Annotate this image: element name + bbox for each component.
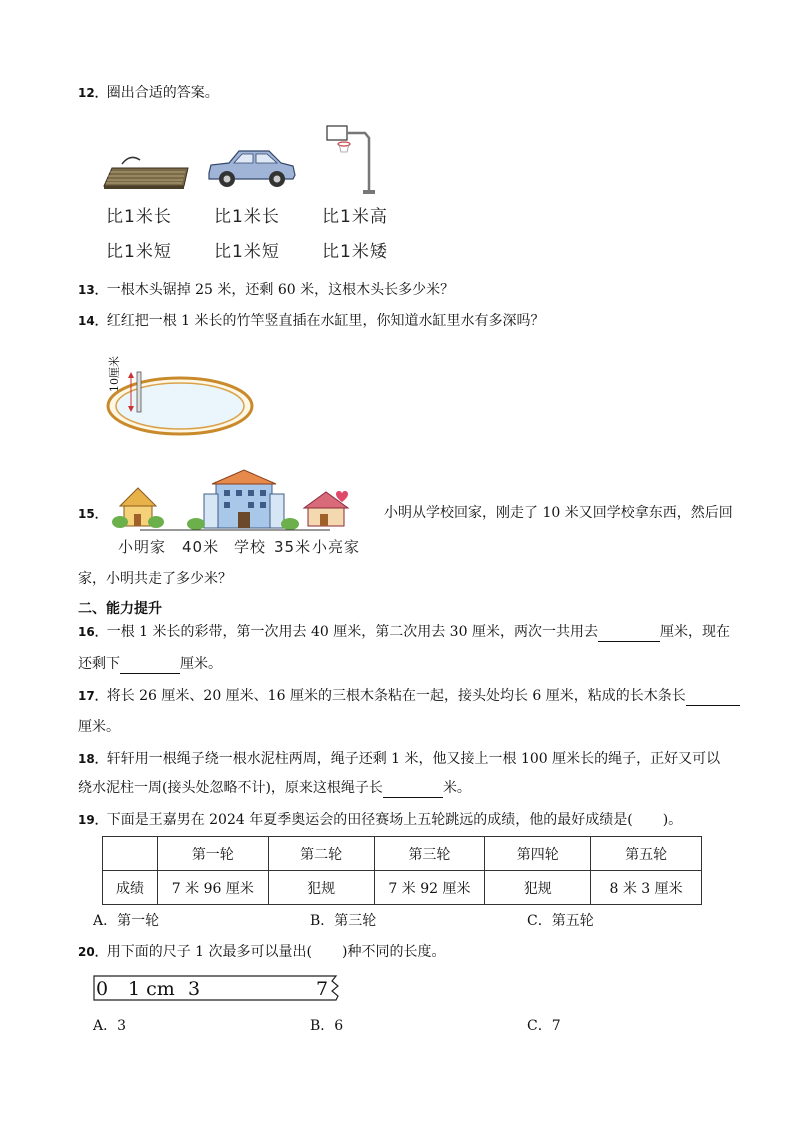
- question-20: 20．用下面的尺子 1 次最多可以量出( )种不同的长度。: [78, 944, 446, 960]
- option-b[interactable]: B．第三轮: [310, 913, 377, 929]
- question-13: 13．一根木头锯掉 25 米，还剩 60 米，这根木头长多少米？: [78, 282, 455, 298]
- water-tank-image: [100, 358, 255, 450]
- question-16-cont: 还剩下 厘米。: [78, 656, 222, 672]
- option-c[interactable]: C．7: [527, 1018, 561, 1034]
- question-15-text: 小明从学校回家，刚走了 10 米又回学校拿东西，然后回: [384, 505, 733, 521]
- question-17: 17．将长 26 厘米、20 厘米、16 厘米的三根木条粘在一起，接头处均长 6 厘米，粘成的长木条长: [78, 686, 740, 706]
- answer-blank[interactable]: [120, 658, 180, 674]
- question-12: [78, 83, 219, 103]
- route-image: [112, 468, 362, 538]
- option-c[interactable]: C．第五轮: [527, 913, 594, 929]
- ruler-mark-1: 1 cm: [128, 978, 175, 1000]
- question-text: 圈出合适的答案。: [106, 85, 219, 101]
- basketball-hoop-image: [325, 120, 385, 196]
- ruler-labels: [92, 976, 348, 1002]
- results-table: [102, 836, 702, 905]
- answer-blank[interactable]: [598, 626, 660, 642]
- question-15-text-cont: 家，小明共走了多少米？: [78, 571, 232, 587]
- question-14: 14．红红把一根 1 米长的竹竿竖直插在水缸里，你知道水缸里水有多深吗？: [78, 313, 545, 329]
- question-19: 19．下面是王嘉男在 2024 年夏季奥运会的田径赛场上五轮跳远的成绩，他的最好成绩是( )。: [78, 812, 683, 828]
- question-17-cont: 厘米。: [78, 719, 120, 735]
- ruler-mark-7: 7: [316, 978, 329, 1000]
- table-header-row: 第一轮 第二轮 第三轮 第四轮 第五轮: [103, 837, 702, 871]
- keyboard-image: [100, 150, 192, 190]
- option-b[interactable]: B．6: [310, 1018, 344, 1034]
- ruler-mark-3: 3: [188, 978, 201, 1000]
- tank-depth-label: 10厘米: [108, 356, 121, 392]
- question-18-cont: 绕水泥柱一周(接头处忽略不计)，原来这根绳子长 米。: [78, 780, 471, 796]
- answer-blank[interactable]: [383, 782, 443, 798]
- option-a[interactable]: A．3: [93, 1018, 127, 1034]
- table-row: 成绩 7 米 96 厘米 犯规 7 米 92 厘米 犯规 8 米 3 厘米: [103, 871, 702, 905]
- question-15-number: 15．: [78, 507, 107, 521]
- question-number: 12．: [78, 86, 107, 100]
- answer-blank[interactable]: [686, 690, 740, 706]
- question-18: 18．轩轩用一根绳子绕一根水泥柱两周，绳子还剩 1 米，他又接上一根 100 厘米长的绳子，正好又可以: [78, 751, 721, 767]
- car-image: [205, 145, 297, 191]
- question-16: 16．一根 1 米长的彩带，第一次用去 40 厘米，第二次用去 30 厘米，两次一共用去 厘米，现在: [78, 624, 730, 640]
- ruler-mark-0: 0: [96, 978, 109, 1000]
- option-a[interactable]: A．第一轮: [93, 913, 160, 929]
- section-heading: 二、能力提升: [78, 601, 162, 617]
